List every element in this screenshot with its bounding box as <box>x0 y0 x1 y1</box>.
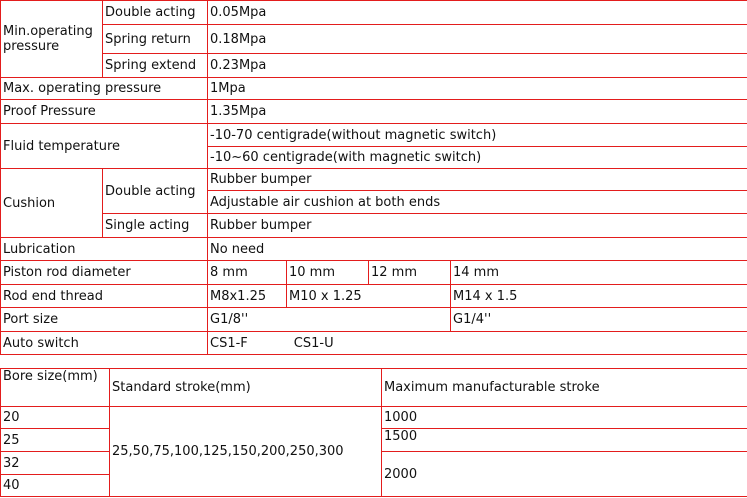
port-size-value: G1/8'' <box>208 308 451 332</box>
standard-stroke-cell: 25,50,75,100,125,150,200,250,300 <box>110 407 382 497</box>
max-stroke-cell: 1000 <box>382 407 747 429</box>
min-pressure-label: Min.operating pressure <box>1 1 103 78</box>
rod-thread-value: M8x1.25 <box>208 285 287 308</box>
cushion-single-acting-label: Single acting <box>103 214 208 238</box>
max-pressure-label: Max. operating pressure <box>1 78 208 100</box>
cushion-double-value: Adjustable air cushion at both ends <box>208 191 747 214</box>
stroke-table <box>0 368 747 497</box>
lubrication-label: Lubrication <box>1 238 208 261</box>
bore-size-header: Bore size(mm) <box>1 369 110 407</box>
bore-size-cell: 25 <box>1 429 110 452</box>
standard-stroke-header: Standard stroke(mm) <box>110 369 382 407</box>
min-pressure-value: 0.05Mpa <box>208 1 747 25</box>
piston-rod-value: 10 mm <box>287 261 369 285</box>
proof-pressure-value: 1.35Mpa <box>208 100 747 124</box>
min-pressure-value: 0.23Mpa <box>208 54 747 78</box>
piston-rod-value: 8 mm <box>208 261 287 285</box>
bore-size-cell: 32 <box>1 452 110 475</box>
min-pressure-type: Spring extend <box>103 54 208 78</box>
piston-rod-value: 14 mm <box>451 261 747 285</box>
bore-size-cell: 40 <box>1 475 110 497</box>
fluid-temperature-value: -10~60 centigrade(with magnetic switch) <box>208 147 747 169</box>
auto-switch-value <box>208 332 747 355</box>
piston-rod-value: 12 mm <box>369 261 451 285</box>
min-pressure-type: Double acting <box>103 1 208 25</box>
rod-thread-value: M10 x 1.25 <box>287 285 451 308</box>
auto-switch-option: CS1-U <box>293 335 334 351</box>
fluid-temperature-value: -10-70 centigrade(without magnetic switch) <box>208 124 747 147</box>
proof-pressure-label: Proof Pressure <box>1 100 208 124</box>
fluid-temperature-label: Fluid temperature <box>1 124 208 169</box>
cushion-single-value: Rubber bumper <box>208 214 747 238</box>
rod-thread-value: M14 x 1.5 <box>451 285 747 308</box>
min-pressure-value: 0.18Mpa <box>208 25 747 54</box>
lubrication-value: No need <box>208 238 747 261</box>
port-size-value: G1/4'' <box>451 308 747 332</box>
max-stroke-header: Maximum manufacturable stroke <box>382 369 747 407</box>
piston-rod-label: Piston rod diameter <box>1 261 208 285</box>
max-pressure-value: 1Mpa <box>208 78 747 100</box>
port-size-label: Port size <box>1 308 208 332</box>
bore-size-cell: 20 <box>1 407 110 429</box>
max-stroke-cell: 1500 <box>382 429 747 452</box>
cushion-double-acting-label: Double acting <box>103 169 208 214</box>
cushion-label: Cushion <box>1 169 103 238</box>
min-pressure-type: Spring return <box>103 25 208 54</box>
auto-switch-label: Auto switch <box>1 332 208 355</box>
auto-switch-option: CS1-F <box>210 335 248 351</box>
cushion-double-value: Rubber bumper <box>208 169 747 191</box>
max-stroke-cell: 2000 <box>382 452 747 497</box>
rod-thread-label: Rod end thread <box>1 285 208 308</box>
